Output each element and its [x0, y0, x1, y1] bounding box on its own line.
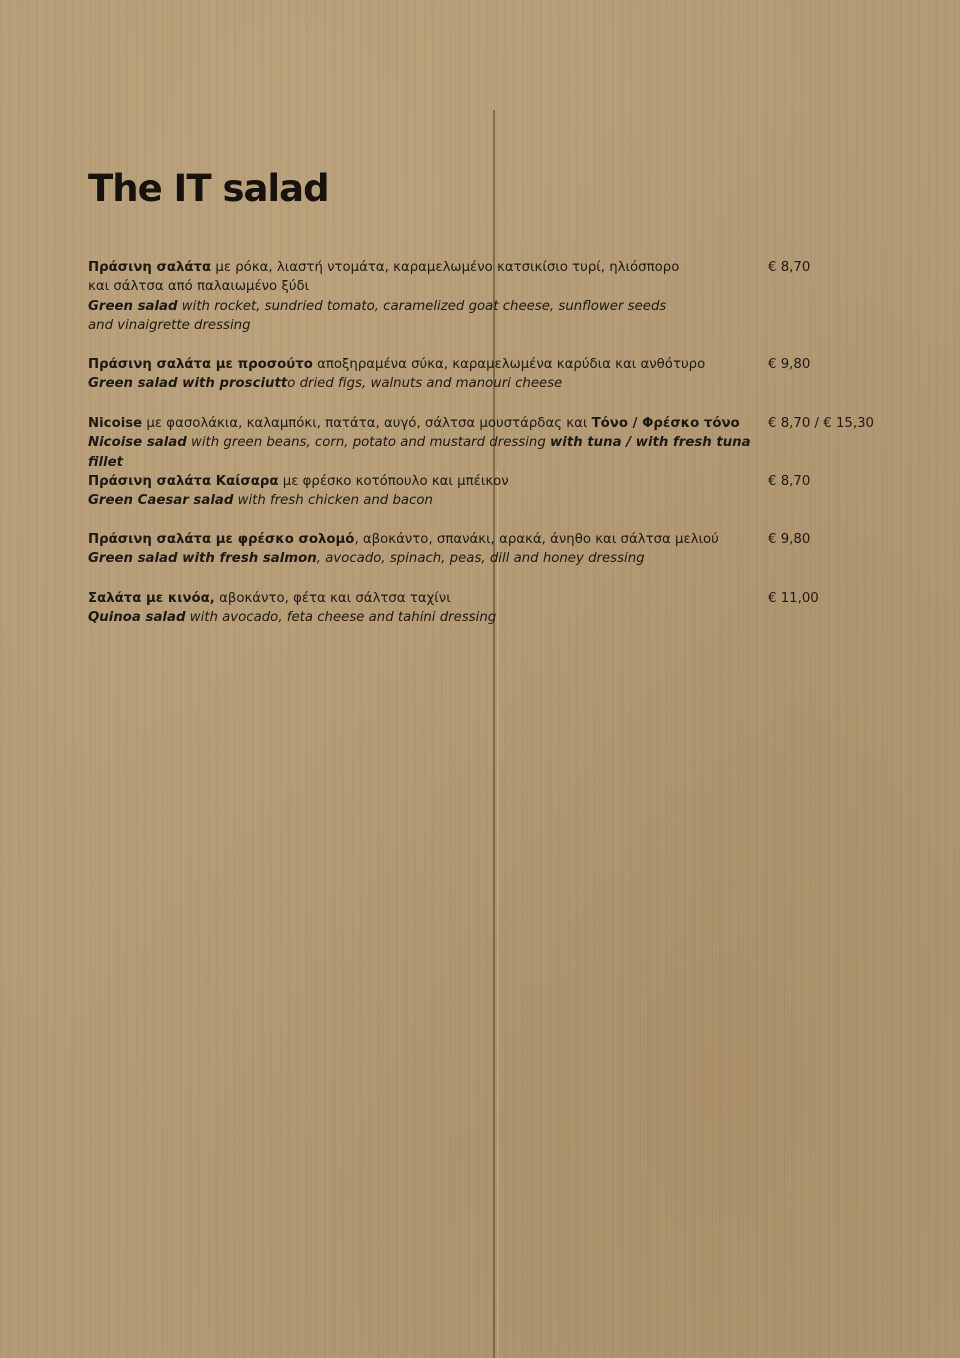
item-price [768, 530, 810, 549]
english-line [88, 608, 758, 627]
menu-item [88, 414, 758, 472]
price-value: 9,80 [780, 357, 811, 372]
euro-symbol: € [768, 357, 777, 372]
price-value: 8,70 [780, 416, 811, 431]
menu-title: The IT salad [88, 167, 329, 210]
price-value: 8,70 [780, 474, 811, 489]
item-price [768, 589, 819, 608]
english-description: with green beans, corn, potato and mustard dressing [186, 435, 551, 451]
english-line [88, 491, 758, 510]
menu-item [88, 355, 758, 394]
euro-symbol: € [768, 416, 777, 431]
euro-symbol: € [768, 260, 777, 275]
euro-symbol: € [768, 591, 777, 606]
price-value-2: 15,30 [835, 416, 875, 431]
english-item-name: Green Caesar salad [88, 493, 234, 509]
greek-line [88, 258, 758, 277]
english-option: with tuna / with fresh tuna fillet [88, 435, 751, 470]
menu-item [88, 472, 758, 511]
english-description: , avocado, spinach, peas, dill and honey dressing [316, 551, 645, 567]
price-value: 8,70 [780, 260, 811, 275]
english-item-name: Green salad [88, 298, 178, 314]
english-item-name: Quinoa salad [88, 610, 186, 626]
greek-item-name: Πράσινη σαλάτα με προσούτο [88, 357, 313, 372]
english-description: with avocado, feta cheese and tahini dressing [185, 610, 497, 626]
item-price [768, 258, 810, 277]
greek-line [88, 277, 758, 296]
english-description: with rocket, sundried tomato, caramelized goat cheese, sunflower seeds [177, 298, 667, 314]
english-description-cont: and vinaigrette dressing [88, 318, 251, 334]
greek-item-name: Πράσινη σαλάτα [88, 260, 212, 275]
greek-line [88, 472, 758, 491]
greek-line [88, 530, 758, 549]
greek-item-name: Σαλάτα με κινόα, [88, 591, 215, 606]
greek-description: , αβοκάντο, σπανάκι, αρακά, άνηθο και σάλτσα μελιού [354, 532, 719, 547]
greek-description: με φασολάκια, καλαμπόκι, πατάτα, αυγό, σάλτσα μουστάρδας και [142, 416, 592, 431]
euro-symbol: € [768, 474, 777, 489]
item-price [768, 355, 810, 374]
english-line [88, 316, 758, 335]
menu-item [88, 530, 758, 569]
english-line [88, 549, 758, 568]
greek-description: αβοκάντο, φέτα και σάλτσα ταχίνι [214, 591, 451, 606]
greek-description-cont: και σάλτσα από παλαιωμένο ξύδι [88, 279, 310, 295]
greek-line [88, 355, 758, 374]
price-value: 9,80 [780, 532, 811, 547]
greek-item-name: Πράσινη σαλάτα με φρέσκο σολομό [88, 532, 355, 547]
english-line [88, 297, 758, 316]
greek-item-name: Nicoise [88, 416, 143, 431]
greek-description: με ρόκα, λιαστή ντομάτα, καραμελωμένο κατσικίσιο τυρί, ηλιόσπορο [211, 260, 680, 275]
item-price [768, 414, 874, 433]
menu-item [88, 589, 758, 628]
english-item-name: Nicoise salad [88, 435, 187, 451]
price-separator: / [810, 416, 824, 431]
euro-symbol: € [768, 532, 777, 547]
greek-item-name: Πράσινη σαλάτα Καίσαρα [88, 474, 279, 489]
greek-description: με φρέσκο κοτόπουλο και μπέικον [278, 474, 509, 489]
english-description: o dried figs, walnuts and manouri cheese [287, 376, 563, 392]
greek-description: αποξηραμένα σύκα, καραμελωμένα καρύδια και ανθότυρο [312, 357, 706, 372]
greek-option: Τόνο / Φρέσκο τόνο [591, 416, 740, 431]
price-value: 11,00 [780, 591, 819, 606]
item-price [768, 472, 810, 491]
menu-item [88, 258, 758, 336]
english-line [88, 374, 758, 393]
greek-line [88, 414, 758, 433]
english-line [88, 433, 758, 472]
greek-line [88, 589, 758, 608]
english-item-name: Green salad with fresh salmon [88, 551, 317, 567]
english-item-name: Green salad with prosciutt [88, 376, 288, 392]
english-description: with fresh chicken and bacon [233, 493, 433, 509]
euro-symbol: € [823, 416, 832, 431]
